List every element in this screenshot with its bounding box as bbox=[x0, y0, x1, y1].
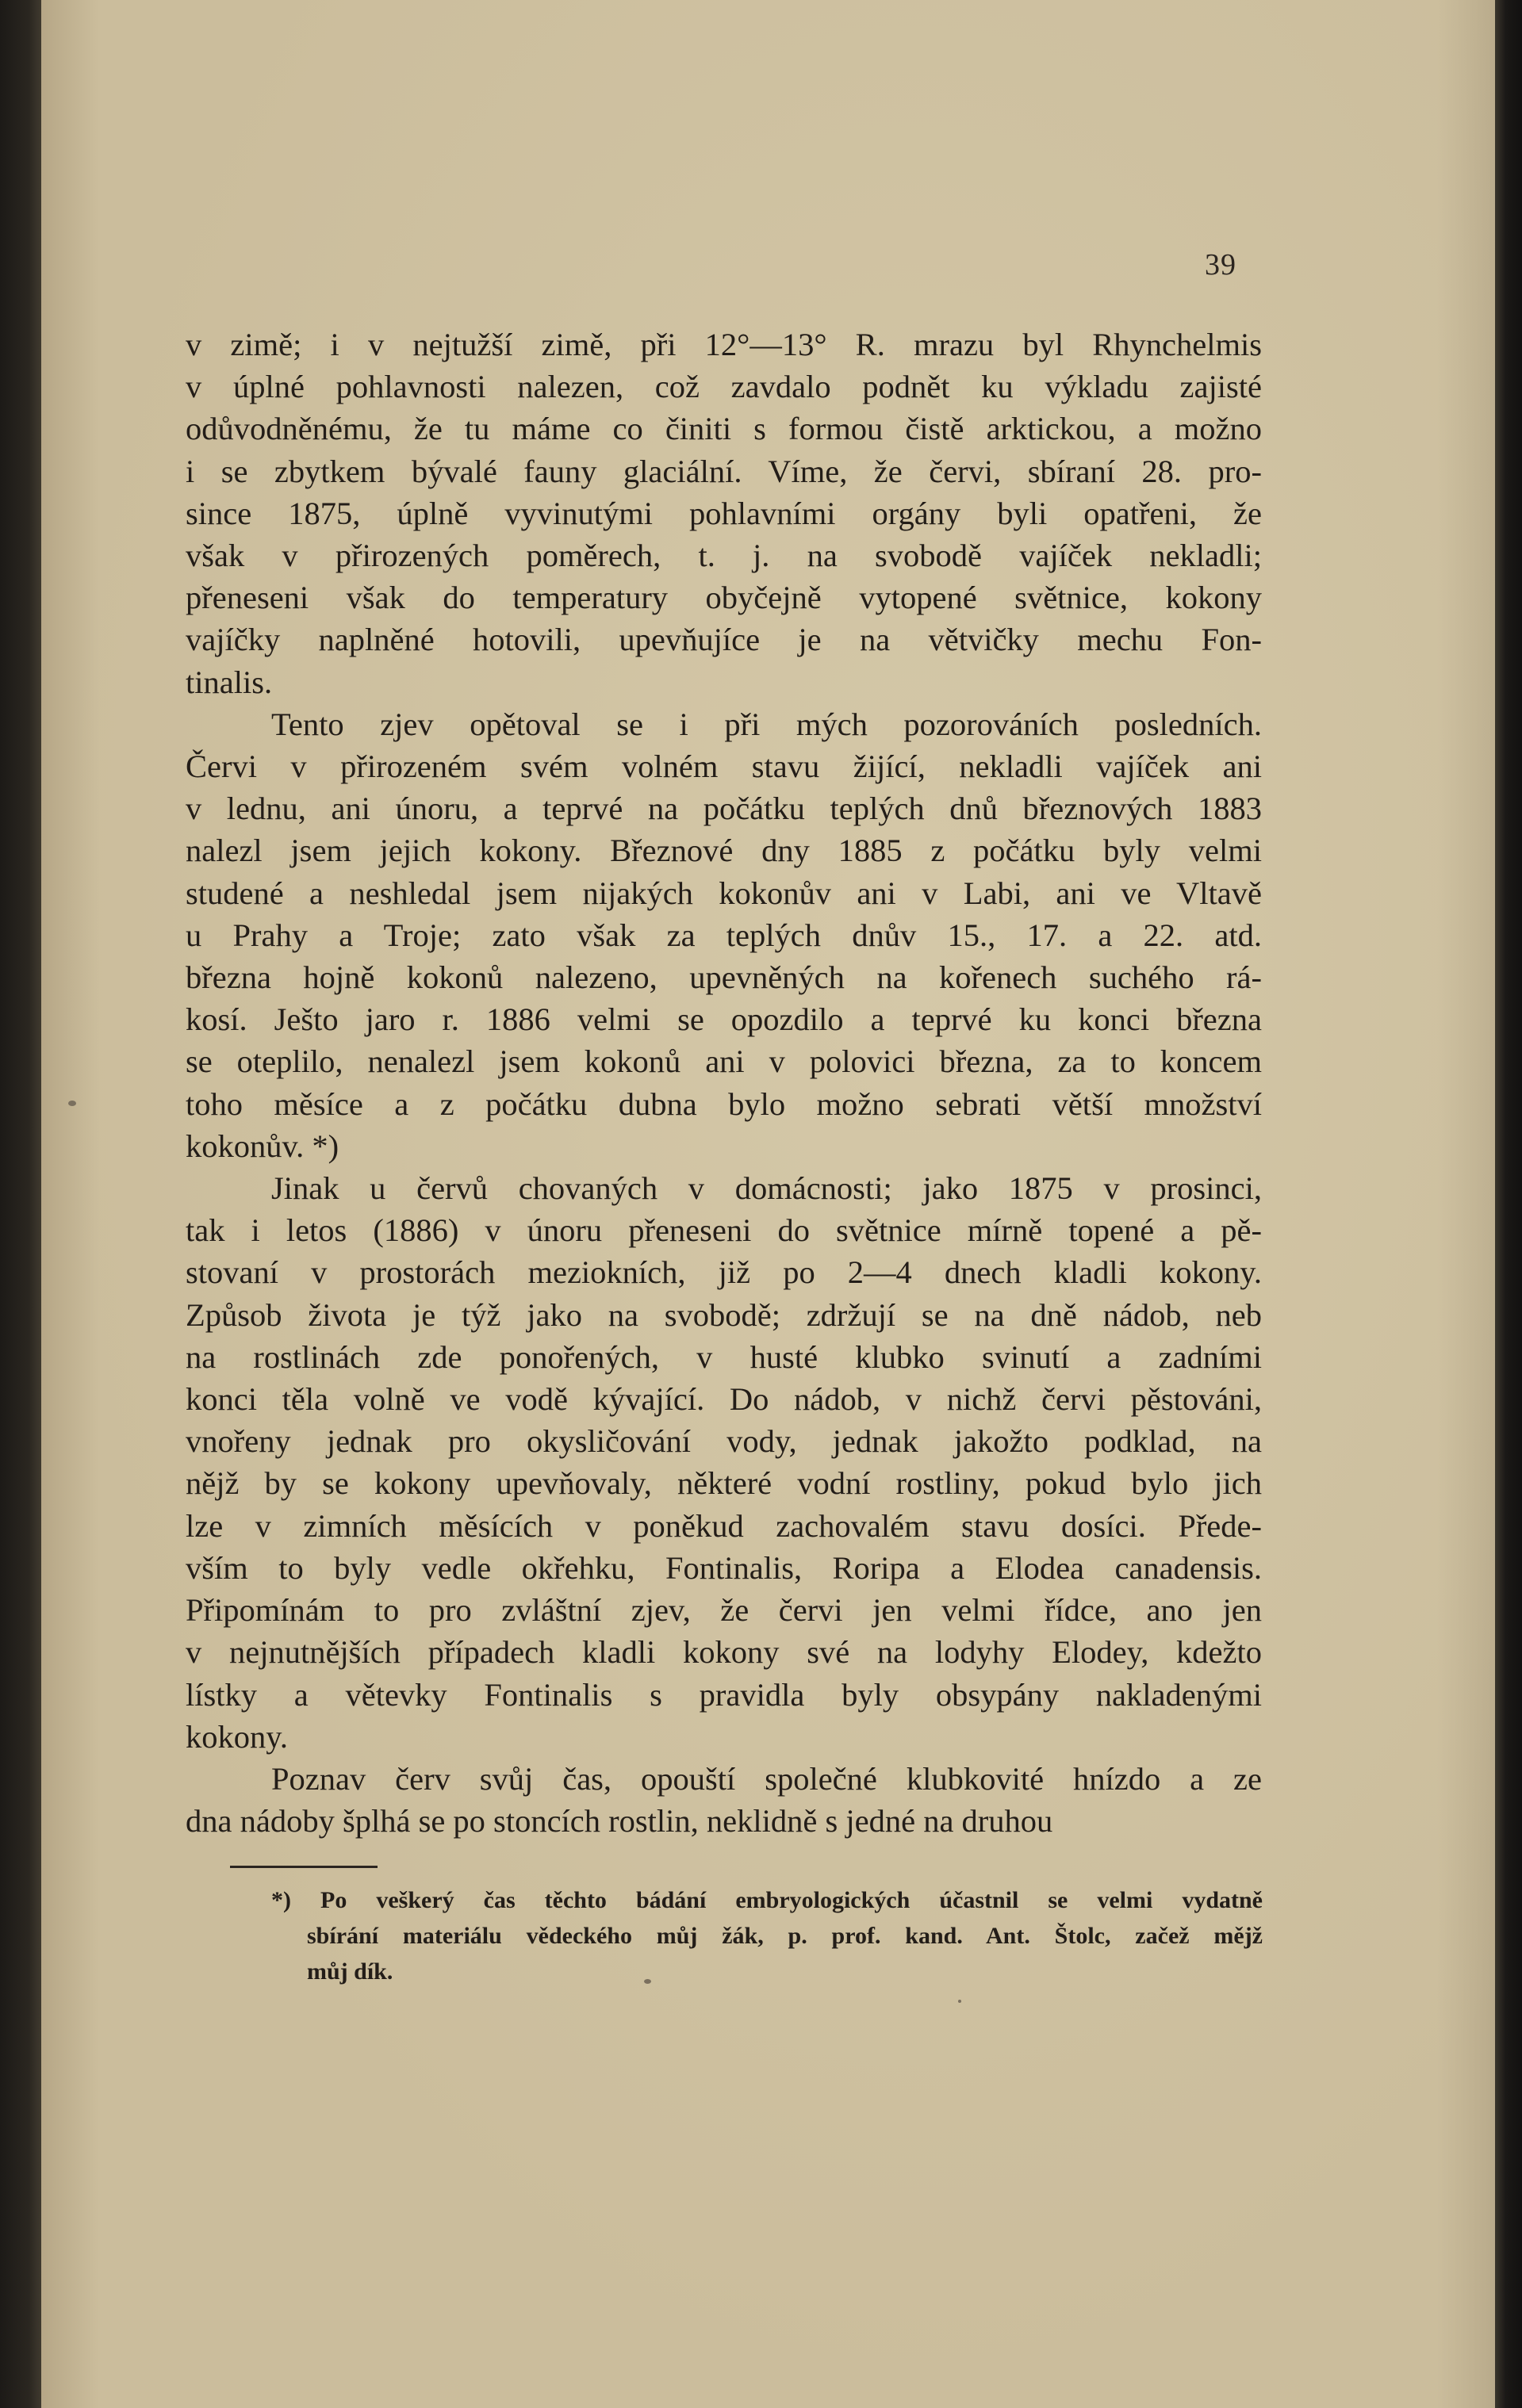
text-line: Poznav červ svůj čas, opouští společné klubkovité hnízdo a ze bbox=[271, 1760, 1262, 1797]
text-line: stovaní v prostorách meziokních, již po 2—4 dnech kladli kokony. bbox=[186, 1254, 1262, 1291]
page-number: 39 bbox=[1205, 248, 1236, 281]
text-line: since 1875, úplně vyvinutými pohlavními orgány byli opatřeni, že bbox=[186, 495, 1262, 531]
text-line: kokonův. *) bbox=[186, 1127, 339, 1164]
footnote-line: *) Po veškerý čas těchto bádání embryologických účastnil se velmi vydatně bbox=[271, 1887, 1263, 1913]
text-line: přeneseni však do temperatury obyčejně vytopené světnice, kokony bbox=[186, 580, 1262, 616]
text-line: Červi v přirozeném svém volném stavu žijící, nekladli vajíček ani bbox=[186, 748, 1262, 785]
text-line: konci těla volně ve vodě kývající. Do nádob, v nichž červi pěstováni, bbox=[186, 1381, 1262, 1418]
scan-right-edge bbox=[1495, 0, 1522, 2408]
text-line: března hojně kokonů nalezeno, upevněných na kořenech suchého rá- bbox=[186, 959, 1262, 996]
text-line: toho měsíce a z počátku dubna bylo možno sebrati větší množství bbox=[186, 1085, 1262, 1122]
text-line: tak i letos (1886) v únoru přeneseni do světnice mírně topené a pě- bbox=[186, 1212, 1262, 1249]
text-line: nějž by se kokony upevňovaly, některé vodní rostliny, pokud bylo jich bbox=[186, 1465, 1262, 1502]
scan-left-edge bbox=[0, 0, 48, 2408]
text-line: vajíčky naplněné hotovili, upevňujíce je na větvičky mechu Fon- bbox=[186, 622, 1262, 658]
scan-speck bbox=[644, 1979, 651, 1984]
footnote-line: sbírání materiálu vědeckého můj žák, p. prof. kand. Ant. Štolc, začež mějž bbox=[307, 1923, 1263, 1949]
footnote-line: můj dík. bbox=[307, 1958, 393, 1985]
text-line: u Prahy a Troje; zato však za teplých dnův 15., 17. a 22. atd. bbox=[186, 917, 1262, 953]
text-line: se oteplilo, nenalezl jsem kokonů ani v polovici března, za to koncem bbox=[186, 1043, 1262, 1080]
footnote-rule bbox=[230, 1866, 378, 1868]
text-line: lístky a větevky Fontinalis s pravidla byly obsypány nakladenými bbox=[186, 1676, 1262, 1713]
text-line: Připomínám to pro zvláštní zjev, že červi jen velmi řídce, ano jen bbox=[186, 1592, 1262, 1629]
text-line: v nejnutnějších případech kladli kokony své na lodyhy Elodey, kdežto bbox=[186, 1634, 1262, 1671]
text-line: Tento zjev opětoval se i při mých pozorováních posledních. bbox=[271, 706, 1262, 742]
text-line: však v přirozených poměrech, t. j. na svobodě vajíček nekladli; bbox=[186, 538, 1262, 574]
body-text bbox=[186, 323, 1262, 1842]
text-line: v úplné pohlavnosti nalezen, což zavdalo podnět ku výkladu zajisté bbox=[186, 369, 1262, 405]
text-line: Způsob života je týž jako na svobodě; zdržují se na dně nádob, neb bbox=[186, 1296, 1262, 1333]
text-line: lze v zimních měsících v poněkud zachovalém stavu dosíci. Přede- bbox=[186, 1507, 1262, 1544]
text-line: vším to byly vedle okřehku, Fontinalis, Roripa a Elodea canadensis. bbox=[186, 1549, 1262, 1586]
text-line: Jinak u červů chovaných v domácnosti; jako 1875 v prosinci, bbox=[271, 1170, 1262, 1207]
scan-speck bbox=[958, 2000, 961, 2003]
text-line: vnořeny jednak pro okysličování vody, jednak jakožto podklad, na bbox=[186, 1423, 1262, 1460]
text-line: kokony. bbox=[186, 1718, 288, 1755]
text-line: odůvodněnému, že tu máme co činiti s formou čistě arktickou, a možno bbox=[186, 411, 1262, 447]
text-line: dna nádoby šplhá se po stoncích rostlin, neklidně s jedné na druhou bbox=[186, 1803, 1053, 1839]
text-line: studené a neshledal jsem nijakých kokonův ani v Labi, ani ve Vltavě bbox=[186, 875, 1262, 911]
text-line: i se zbytkem bývalé fauny glaciální. Víme, že červi, sbíraní 28. pro- bbox=[186, 453, 1262, 489]
text-line: v zimě; i v nejtužší zimě, při 12°—13° R. mrazu byl Rhynchelmis bbox=[186, 327, 1262, 362]
scan-speck bbox=[68, 1101, 76, 1106]
footnote bbox=[247, 1882, 1263, 1989]
text-line: v lednu, ani únoru, a teprvé na počátku teplých dnů březnových 1883 bbox=[186, 791, 1262, 827]
text-line: kosí. Ješto jaro r. 1886 velmi se opozdilo a teprvé ku konci března bbox=[186, 1001, 1262, 1038]
text-line: na rostlinách zde ponořených, v husté klubko svinutí a zadními bbox=[186, 1338, 1262, 1375]
text-line: tinalis. bbox=[186, 664, 273, 700]
text-line: nalezl jsem jejich kokony. Březnové dny 1885 z počátku byly velmi bbox=[186, 833, 1262, 869]
